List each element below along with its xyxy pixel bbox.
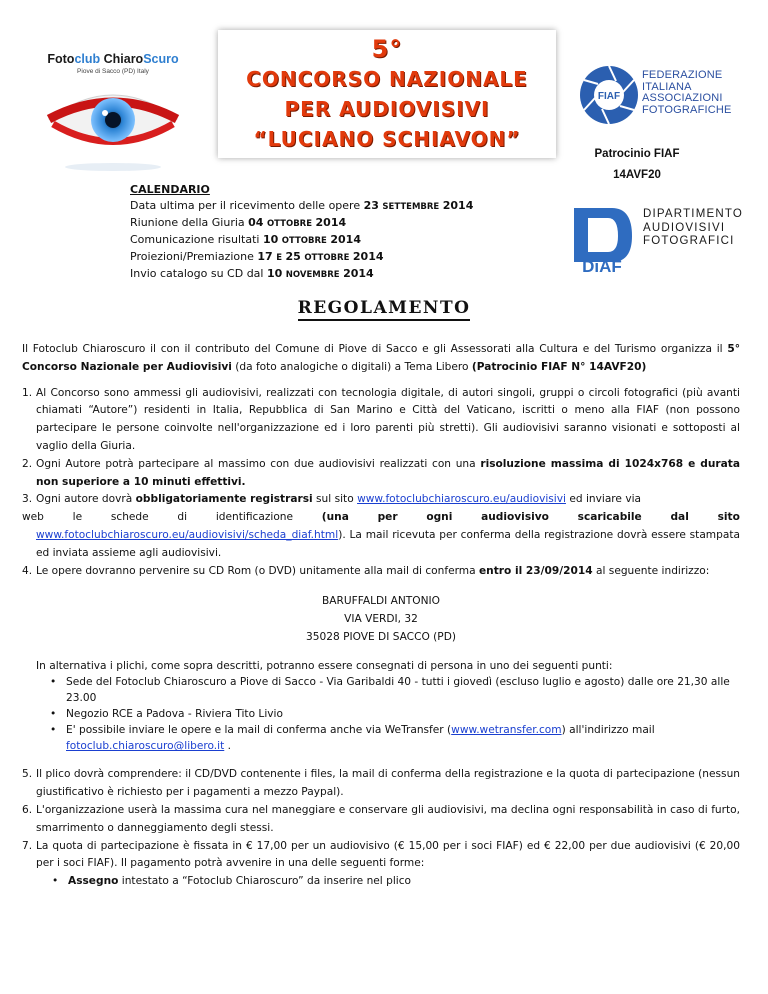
address-street: VIA VERDI, 32 [344,613,418,626]
eye-icon [43,77,183,177]
logo-subtitle: Piove di Sacco (PD) Italy [77,68,149,75]
email-link[interactable]: fotoclub.chiaroscuro@libero.it [66,740,225,753]
calendar-row: Proiezioni/Premiazione 17 E 25 OTTOBRE 2014 [130,250,384,263]
document-body [22,341,740,889]
scheda-diaf-link[interactable]: www.fotoclubchiaroscuro.eu/audiovisivi/scheda_diaf.html [36,528,339,541]
calendar-row: Riunione della Giuria 04 OTTOBRE 2014 [130,216,347,229]
rule-1: 1. Al Concorso sono ammessi gli audiovisivi, realizzati con tecnologia digitale, di autori singoli, gruppi o circoli fotografici (più avanti chiamati “Autore”) residenti in Italia, Repubblica di San Marino e Città del Vaticano, iscritti o meno alla FIAF (non possono partecipare le persone coinvolte nell'organizzazione ed i loro parenti più stretti). Gli audiovisivi saranno visionati e sottoposti al vaglio della Giuria. [22,386,740,452]
diaf-mark-icon [568,206,640,274]
fotoclub-logo [38,52,188,182]
delivery-point: • E' possibile inviare le opere e la mail di conferma anche via WeTransfer (www.wetransfer.com) all'indirizzo mail fotoclub.chiaroscuro@libero.it . [56,722,740,754]
alternative-intro: In alternativa i plichi, come sopra descritti, potranno essere consegnati di persona in uno dei seguenti punti: [36,660,613,673]
diaf-logo [568,206,744,276]
rules-list-continued [22,766,740,889]
logo-brand: Fotoclub ChiaroScuro [47,52,179,66]
calendar-row: Data ultima per il ricevimento delle opere 23 SETTEMBRE 2014 [130,199,474,212]
fiaf-logo [578,64,738,134]
calendar [130,182,473,283]
rule-7: 7. La quota di partecipazione è fissata in € 17,00 per un audiovisivo (€ 15,00 per i soci FIAF) ed € 22,00 per due audiovisivi (€ 20,00 per i soci FIAF). Il pagamento potrà avvenire in una delle seguenti forme: • Assegno intestato a “Fotoclub Chiaroscuro” da inserire nel plico [22,838,740,890]
address-city: 35028 PIOVE DI SACCO (PD) [306,631,456,644]
contest-title-box [218,30,556,158]
title-edition: 5° [371,35,403,63]
rule-3: 3. Ogni autore dovrà obbligatoriamente registrarsi sul sito www.fotoclubchiaroscuro.eu/audiovisivi ed inviare via web le schede di identificazione (una per ogni audiovisivo scaricabile dal sito www.fotoclubchiaroscuro.eu/audiovisivi/scheda_diaf.html). La mail ricevuta per conferma della registrazione dovrà essere stampata ed inviata assieme agli audiovisivi. [22,493,740,559]
rules-list [22,385,740,581]
delivery-point: • Negozio RCE a Padova - Riviera Tito Livio [56,706,740,722]
calendar-heading: CALENDARIO [130,183,210,196]
rule-3-justified-line: web le schede di identificazione (una per ogni audiovisivo scaricabile dal sito [22,511,740,524]
wetransfer-link[interactable]: www.wetransfer.com [451,724,562,737]
patrocinio-label: Patrocinio FIAF 14AVF20 [594,148,680,181]
title-line-audiovisivi: PER AUDIOVISIVI [284,97,490,121]
address-name: BARUFFALDI ANTONIO [321,595,440,608]
rule-6: 6. L'organizzazione userà la massima cura nel maneggiare e conservare gli audiovisivi, ma declina ogni responsabilità in caso di furto, smarrimento o danneggiamento degli stessi. [22,803,740,834]
fiaf-name: FEDERAZIONE ITALIANA ASSOCIAZIONI FOTOGRAFICHE [642,69,732,116]
audiovisivi-link[interactable]: www.fotoclubchiaroscuro.eu/audiovisivi [357,493,566,506]
calendar-row: Invio catalogo su CD dal 10 NOVEMBRE 2014 [130,267,374,280]
rule-2: 2. Ogni Autore potrà partecipare al massimo con due audiovisivi realizzati con una risoluzione massima di 1024x768 e durata non superiore a 10 minuti effettivi. [22,457,741,488]
rule-5: 5. Il plico dovrà comprendere: il CD/DVD contenente i files, la mail di conferma della registrazione e la quota di partecipazione (nessun giustificativo è richiesto per i pagamenti a mezzo Paypal). [22,768,740,799]
postal-address [22,592,740,646]
svg-text:FIAF: FIAF [597,91,621,102]
delivery-point: • Sede del Fotoclub Chiaroscuro a Piove di Sacco - Via Garibaldi 40 - tutti i giovedì (escluso luglio e agosto) dalle ore 21,30 alle 23.00 [56,674,740,706]
diaf-name: DIPARTIMENTO AUDIOVISIVI FOTOGRAFICI [643,208,744,247]
svg-text:DiAF: DiAF [582,257,622,274]
title-line-name: “LUCIANO SCHIAVON” [253,127,521,151]
title-line-concorso: CONCORSO NAZIONALE [246,67,528,91]
alternative-delivery [22,658,740,754]
calendar-row: Comunicazione risultati 10 OTTOBRE 2014 [130,233,361,246]
delivery-points [36,674,740,754]
regolamento-title: REGOLAMENTO [0,298,768,318]
aperture-icon [578,64,640,126]
payment-methods [36,873,740,889]
intro-paragraph: Il Fotoclub Chiaroscuro il con il contributo del Comune di Piove di Sacco e gli Assessorati alla Cultura e del Turismo organizza il 5° Concorso Nazionale per Audiovisivi (da foto analogiche o digitali) a Tema Libero (Patrocinio FIAF N° 14AVF20) [22,343,740,373]
payment-method: • Assegno intestato a “Fotoclub Chiaroscuro” da inserire nel plico [58,873,740,889]
rule-4: 4. Le opere dovranno pervenire su CD Rom (o DVD) unitamente alla mail di conferma entro il 23/09/2014 al seguente indirizzo: [22,564,710,577]
